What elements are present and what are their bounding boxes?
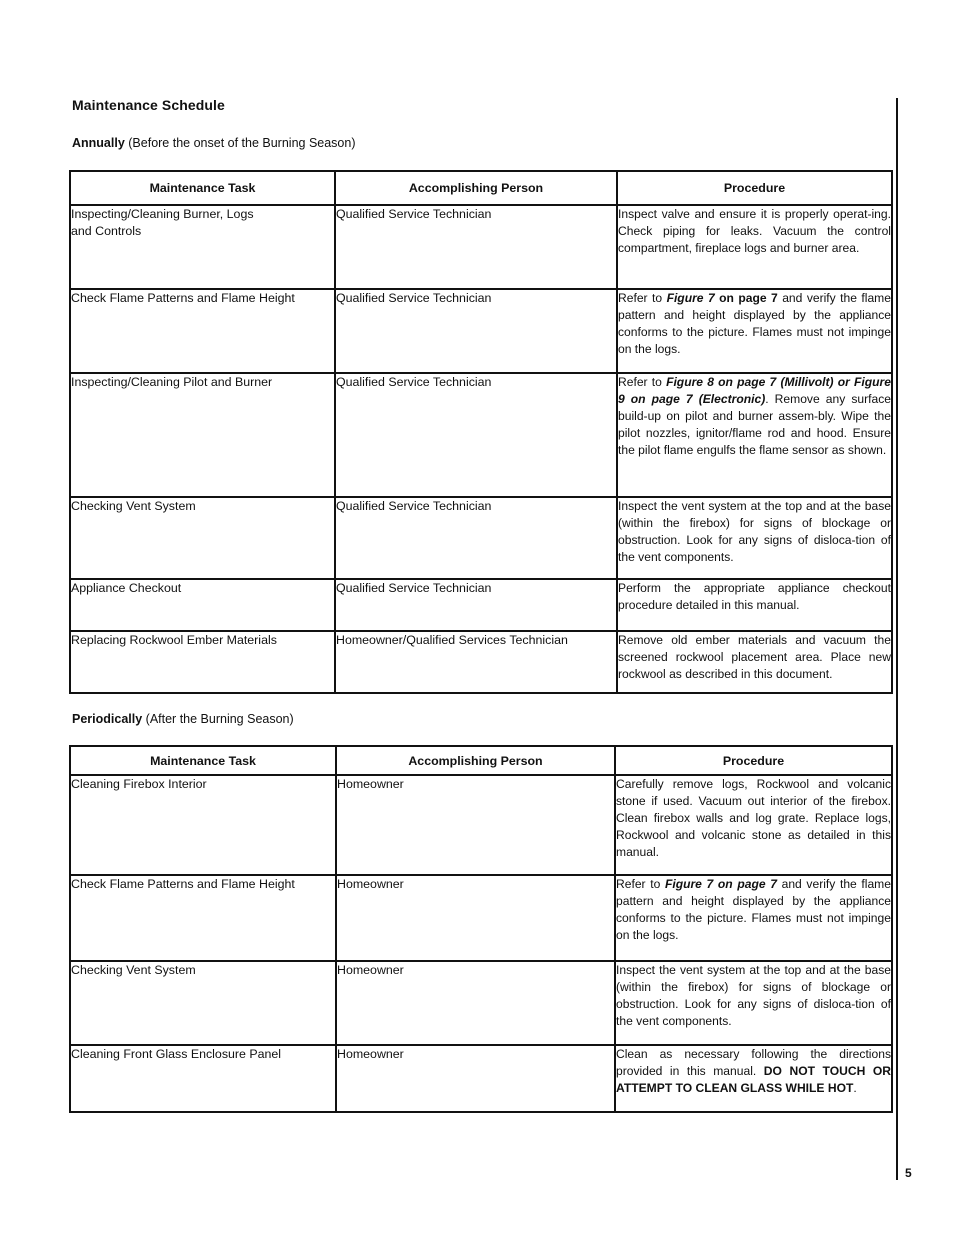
task-cell: Check Flame Patterns and Flame Height <box>70 875 336 961</box>
person-cell: Qualified Service Technician <box>335 205 617 289</box>
procedure-text: . Remove any surface build-up on pilot and burner assem-bly. Wipe the pilot nozzles, ignitor/flame rod and hood. Ensure the pilot flame engulfs the flame sensor as shown. <box>618 392 891 457</box>
procedure-text: Figure 8 on page 7 (Millivolt) or Figure 9 on page 7 (Electronic) <box>618 375 891 406</box>
procedure-text: Inspect the vent system at the top and at the base (within the firebox) for signs of blockage or obstruction. Look for any signs of disloca-tion of the vent components. <box>616 963 891 1028</box>
person-cell: Qualified Service Technician <box>335 289 617 373</box>
procedure-text: Clean as necessary following the directions provided in this manual. <box>616 1047 891 1078</box>
task-cell: Checking Vent System <box>70 497 335 579</box>
task-cell: Cleaning Front Glass Enclosure Panel <box>70 1045 336 1112</box>
procedure-text: on page 7 <box>714 291 778 305</box>
page-number: 5 <box>905 1166 912 1180</box>
person-cell: Homeowner <box>336 775 615 875</box>
procedure-cell <box>615 961 892 1045</box>
procedure-text: and verify the flame pattern and height displayed by the appliance conforms to the picture. Flames must not impinge on the logs. <box>616 877 891 942</box>
table-row <box>70 875 892 961</box>
procedure-text: Refer to <box>616 877 665 891</box>
person-cell: Homeowner/Qualified Services Technician <box>335 631 617 693</box>
table-row <box>70 497 892 579</box>
periodic-label-rest: (After the Burning Season) <box>142 712 294 726</box>
procedure-cell <box>617 579 892 631</box>
header-procedure: Procedure <box>617 171 892 205</box>
table-row <box>70 961 892 1045</box>
header-accomplishing-person: Accomplishing Person <box>336 746 615 775</box>
procedure-cell <box>617 289 892 373</box>
procedure-text: Remove old ember materials and vacuum the screened rockwool placement area. Place new rockwool as described in this document. <box>618 633 891 681</box>
task-cell: Cleaning Firebox Interior <box>70 775 336 875</box>
procedure-text: Refer to <box>618 375 667 389</box>
task-cell: Appliance Checkout <box>70 579 335 631</box>
procedure-text: Inspect the vent system at the top and at the base (within the firebox) for signs of blockage or obstruction. Look for any signs of disloca-tion of the vent components. <box>618 499 891 564</box>
periodic-label-bold: Periodically <box>72 712 143 726</box>
table-header-row <box>70 171 892 205</box>
person-cell: Qualified Service Technician <box>335 373 617 497</box>
procedure-cell <box>617 631 892 693</box>
procedure-text: Perform the appropriate appliance checkout procedure detailed in this manual. <box>618 581 891 612</box>
annual-label-rest: (Before the onset of the Burning Season) <box>124 136 356 150</box>
periodic-label <box>72 712 294 726</box>
annual-schedule-table <box>69 170 893 694</box>
task-cell: Check Flame Patterns and Flame Height <box>70 289 335 373</box>
procedure-text: Refer to <box>618 291 667 305</box>
procedure-cell <box>615 1045 892 1112</box>
procedure-text: DO NOT TOUCH OR ATTEMPT TO CLEAN GLASS WHILE HOT <box>616 1064 891 1095</box>
procedure-text: . <box>853 1081 857 1095</box>
page-title: Maintenance Schedule <box>72 97 225 113</box>
header-maintenance-task: Maintenance Task <box>70 746 336 775</box>
person-cell: Qualified Service Technician <box>335 579 617 631</box>
margin-rule <box>896 98 898 1180</box>
annual-label <box>72 136 356 150</box>
annual-label-bold: Annually <box>72 136 125 150</box>
person-cell: Qualified Service Technician <box>335 497 617 579</box>
procedure-cell <box>615 775 892 875</box>
table-row <box>70 631 892 693</box>
procedure-text: Inspect valve and ensure it is properly operat-ing. Check piping for leaks. Vacuum the control compartment, fireplace logs and burner area. <box>618 207 891 255</box>
procedure-text: Figure 7 <box>666 291 715 305</box>
task-cell: Checking Vent System <box>70 961 336 1045</box>
header-maintenance-task: Maintenance Task <box>70 171 335 205</box>
procedure-cell <box>617 205 892 289</box>
procedure-text: and verify the flame pattern and height displayed by the appliance conforms to the picture. Flames must not impinge on the logs. <box>618 291 891 356</box>
table-row <box>70 775 892 875</box>
table-row <box>70 579 892 631</box>
procedure-cell <box>617 497 892 579</box>
task-cell: Replacing Rockwool Ember Materials <box>70 631 335 693</box>
table-header-row <box>70 746 892 775</box>
table-row <box>70 289 892 373</box>
task-cell: Inspecting/Cleaning Burner, Logs and Controls <box>70 205 335 289</box>
procedure-text: Carefully remove logs, Rockwool and volcanic stone if used. Vacuum out interior of the firebox. Clean firebox walls and log grate. Replace logs, Rockwool and volcanic stone as detailed in this manual. <box>616 777 891 859</box>
procedure-text: Figure 7 on page 7 <box>664 877 777 891</box>
procedure-cell <box>615 875 892 961</box>
periodic-schedule-table <box>69 745 893 1113</box>
header-procedure: Procedure <box>615 746 892 775</box>
person-cell: Homeowner <box>336 1045 615 1112</box>
person-cell: Homeowner <box>336 875 615 961</box>
table-row <box>70 205 892 289</box>
procedure-cell <box>617 373 892 497</box>
table-row <box>70 1045 892 1112</box>
table-row <box>70 373 892 497</box>
person-cell: Homeowner <box>336 961 615 1045</box>
task-cell: Inspecting/Cleaning Pilot and Burner <box>70 373 335 497</box>
header-accomplishing-person: Accomplishing Person <box>335 171 617 205</box>
